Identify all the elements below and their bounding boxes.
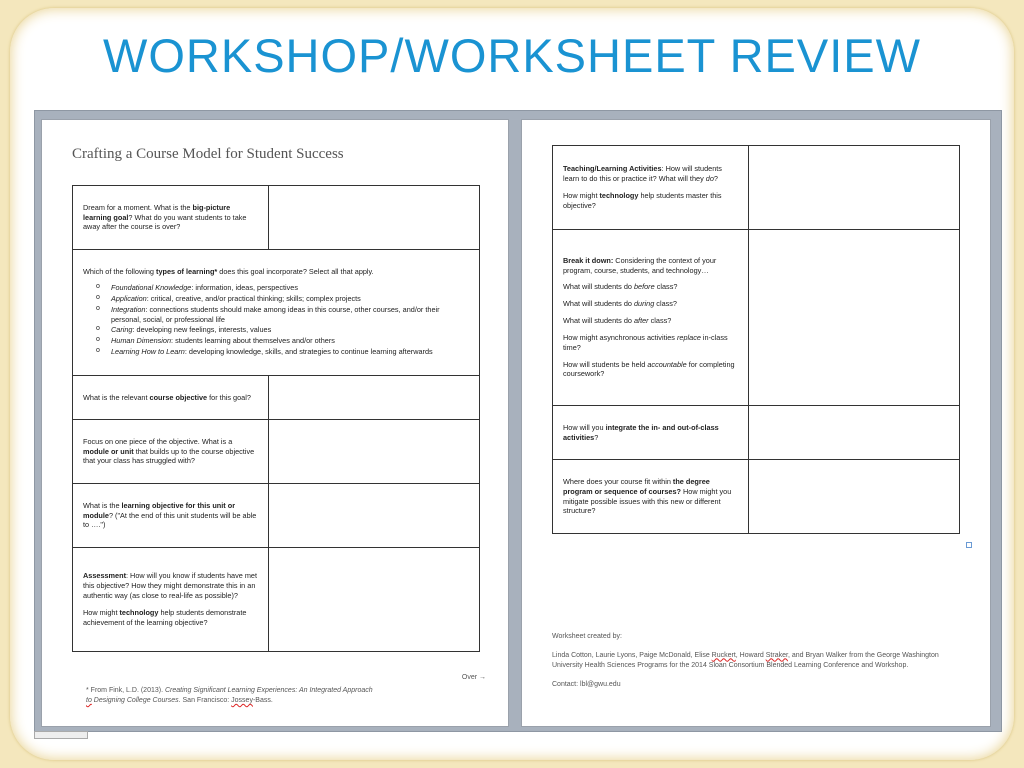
question-degree-program-fit: Where does your course fit within the degree program or sequence of courses? How might you mitigate possible issues with this new or different structure?	[553, 460, 749, 534]
question-module-or-unit: Focus on one piece of the objective. What is a module or unit that builds up to the course objective that your class has struggled with?	[73, 420, 269, 484]
credits-heading: Worksheet created by:	[552, 633, 622, 640]
question-integrate-activities: How will you integrate the in- and out-of-class activities?	[553, 406, 749, 460]
answer-cell[interactable]	[749, 230, 960, 406]
question-unit-learning-objective: What is the learning objective for this unit or module? ("At the end of this unit students will be able to ….")	[73, 484, 269, 548]
answer-cell[interactable]	[269, 420, 480, 484]
learning-types-list	[109, 283, 469, 357]
answer-cell[interactable]	[749, 146, 960, 230]
question-teaching-learning-activities: Teaching/Learning Activities: How will students learn to do this or practice it? What will they do? How might technology help students master this objective?	[553, 146, 749, 230]
document-title: Crafting a Course Model for Student Success	[72, 146, 344, 162]
answer-cell[interactable]	[749, 460, 960, 534]
slide-title: WORKSHOP/WORKSHEET REVIEW	[103, 29, 921, 82]
status-bar-fragment	[34, 731, 88, 739]
worksheet-table-page-2	[552, 145, 960, 534]
question-assessment: Assessment: How will you know if students have met this objective? How they might demonstrate this in an authentic way (as close to real-life as possible)? How might technology help students demonstrate achievement of the learning objective?	[73, 548, 269, 652]
worksheet-page-2	[521, 119, 991, 727]
answer-cell[interactable]	[749, 406, 960, 460]
list-item[interactable]: o Integration: connections students should make among ideas in this course, other courses, and/or their personal, social, or professional life	[109, 305, 469, 325]
answer-cell[interactable]	[269, 548, 480, 652]
over-link: Over →	[461, 674, 486, 681]
answer-cell[interactable]	[269, 186, 480, 250]
document-viewer	[34, 110, 1002, 732]
list-item[interactable]: o Learning How to Learn: developing knowledge, skills, and strategies to continue learning afterwards	[109, 347, 469, 357]
table-resize-handle[interactable]	[966, 542, 972, 548]
worksheet-page-1	[41, 119, 509, 727]
list-item[interactable]: o Human Dimension: students learning about themselves and/or others	[109, 336, 469, 346]
footnote: * From Fink, L.D. (2013). Creating Significant Learning Experiences: An Integrated Approach to Designing College Courses. San Francisco: Jossey-Bass.	[86, 687, 373, 705]
credits-contact: Contact: lbl@gwu.edu	[552, 680, 621, 688]
question-break-it-down: Break it down: Considering the context of your program, course, students, and technology… What will students do before class? What will students do during class? What will students do after class? How might asynchronous activities replace in-class time? How will students be held accountable for completing coursework?	[553, 230, 749, 406]
question-course-objective: What is the relevant course objective for this goal?	[73, 376, 269, 420]
worksheet-credits	[552, 632, 952, 698]
answer-cell[interactable]	[269, 376, 480, 420]
list-item[interactable]: o Application: critical, creative, and/or practical thinking; skills; complex projects	[109, 294, 469, 304]
list-item[interactable]: o Caring: developing new feelings, interests, values	[109, 325, 469, 335]
question-big-picture-goal: Dream for a moment. What is the big-picture learning goal? What do you want students to take away after the course is over?	[73, 186, 269, 250]
list-item[interactable]: o Foundational Knowledge: information, ideas, perspectives	[109, 283, 469, 293]
worksheet-table-page-1	[72, 185, 480, 652]
answer-cell[interactable]	[269, 484, 480, 548]
question-types-of-learning: Which of the following types of learning* does this goal incorporate? Select all that apply. o Foundational Knowledge: information, ideas, perspectives o Application: critical, creative, and/or practical thinking; skills; complex projects o Integration: connections students should make among ideas in this course, other courses, and/or their personal, social, or professional life o Caring: developing new feelings, interests, values o Human Dimension: students learning about themselves and/or others o Learning How to Learn: developing knowledge, skills, and strategies to continue learning afterwards	[73, 250, 480, 376]
credits-names: Linda Cotton, Laurie Lyons, Paige McDonald, Elise Ruckert, Howard Straker, and Bryan Walker from the George Washington University Health Sciences Programs for the 2014 Sloan Consortium Blended Learning Conference and Workshop.	[552, 651, 939, 669]
